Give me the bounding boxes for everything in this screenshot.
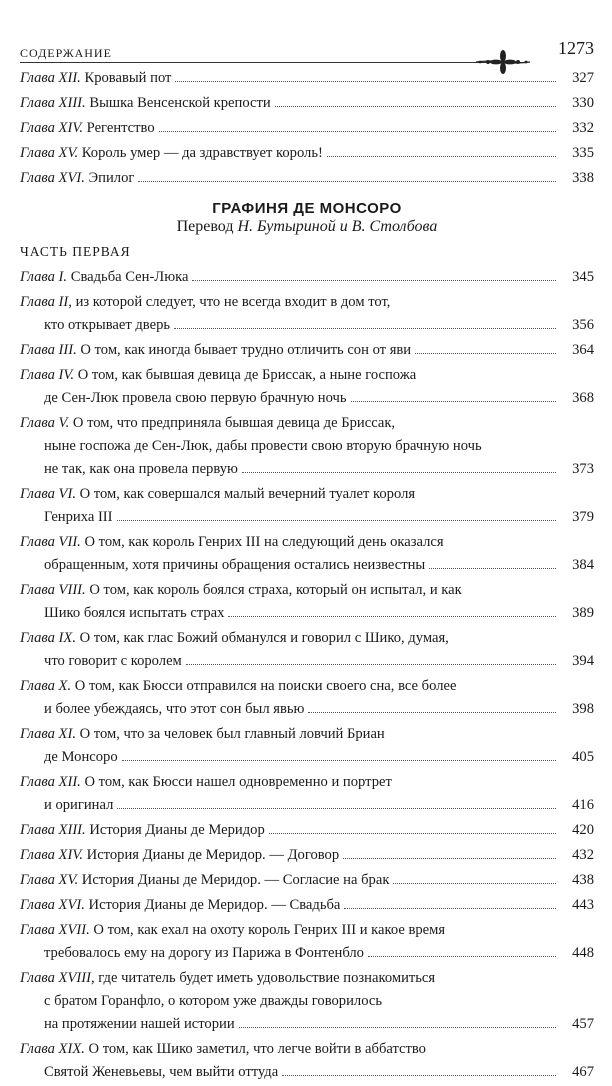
toc-entry-line [20, 67, 594, 90]
chapter-title-text: О том, как иногда бывает трудно отличить сон от яви [76, 342, 412, 358]
dot-leader [368, 956, 556, 957]
chapter-title-text: О том, как ехал на охоту король Генрих III и какое время [89, 922, 446, 938]
chapter-title-text: Эпилог [84, 170, 135, 186]
dot-leader [239, 1027, 556, 1028]
page-ref: 389 [572, 605, 594, 621]
chapter-label: Глава XII. [20, 774, 81, 790]
chapter-label: Глава VIII. [20, 582, 86, 598]
toc-entry [20, 723, 594, 769]
chapter-title-text: Свадьба Сен-Люка [67, 269, 189, 285]
page-ref: 335 [572, 145, 594, 161]
page-ref: 457 [572, 1016, 594, 1032]
chapter-title-text: Регентство [83, 120, 155, 136]
dot-leader [344, 908, 556, 909]
chapter-label: Глава IX. [20, 630, 76, 646]
chapter-label: Глава XVI. [20, 897, 85, 913]
chapter-label: Глава XII. [20, 70, 81, 86]
chapter-title-text: История Дианы де Меридор. — Договор [83, 847, 340, 863]
dot-leader [192, 280, 556, 281]
section-title: ГРАФИНЯ ДЕ МОНСОРО [212, 200, 402, 217]
dot-leader [393, 883, 556, 884]
chapter-title-text: История Дианы де Меридор. — Согласие на брак [78, 872, 390, 888]
toc-entry-line [20, 1061, 594, 1084]
chapter-label: Глава XIII. [20, 822, 86, 838]
chapter-title-text: и более убеждаясь, что этот сон был явью [44, 701, 305, 717]
toc-entry [20, 142, 594, 165]
toc-entry-line [20, 142, 594, 165]
page-ref: 432 [572, 847, 594, 863]
page-ref: 416 [572, 797, 594, 813]
dot-leader [429, 568, 556, 569]
toc-entry-line [20, 483, 594, 506]
page-ref: 368 [572, 390, 594, 406]
chapter-label: Глава XI. [20, 726, 76, 742]
chapter-label: Глава XIII. [20, 95, 86, 111]
page-ref: 345 [572, 269, 594, 285]
chapter-title-text: О том, что за человек был главный ловчий Бриан [75, 726, 385, 742]
toc-entry-line [20, 990, 594, 1013]
dot-leader [228, 616, 556, 617]
page-ref: 332 [572, 120, 594, 136]
toc-entry-line [20, 746, 594, 769]
chapter-label: Глава X. [20, 678, 72, 694]
toc-entry-line [20, 506, 594, 529]
toc-entry-line [20, 771, 594, 794]
chapter-title-text: Генриха III [44, 509, 113, 525]
chapter-title-text: где читатель будет иметь удовольствие познакомиться [94, 970, 436, 986]
toc-entry [20, 364, 594, 410]
page-ref: 338 [572, 170, 594, 186]
chapter-title-text: О том, как совершался малый вечерний туалет короля [75, 486, 416, 502]
toc-entry-line [20, 1038, 594, 1061]
chapter-title-text: О том, как король боялся страха, который он испытал, и как [85, 582, 462, 598]
toc-entry-line [20, 819, 594, 842]
chapter-label: Глава XIV. [20, 120, 83, 136]
dot-leader [117, 520, 556, 521]
toc-entry [20, 266, 594, 289]
toc-entry [20, 167, 594, 190]
dot-leader [282, 1075, 556, 1076]
translation-prefix: Перевод [176, 218, 238, 235]
chapter-title-text: и оригинал [44, 797, 114, 813]
dot-leader [159, 131, 556, 132]
toc-entry-line [20, 650, 594, 673]
toc-entry-line [20, 364, 594, 387]
chapter-title-text: Шико боялся испытать страх [44, 605, 225, 621]
chapter-title-text: О том, что предприняла бывшая девица де Бриссак, [69, 415, 396, 431]
running-title: СОДЕРЖАНИЕ [20, 46, 112, 60]
page-ref: 373 [572, 461, 594, 477]
chapter-title-text: Король умер — да здравствует король! [78, 145, 323, 161]
toc-entry [20, 1038, 594, 1084]
chapter-label: Глава XIX. [20, 1041, 85, 1057]
page-ref: 379 [572, 509, 594, 525]
chapter-title-text: с братом Горанфло, о котором уже дважды говорилось [44, 993, 382, 1009]
toc-entry [20, 483, 594, 529]
page-ref: 364 [572, 342, 594, 358]
toc-entry-line [20, 531, 594, 554]
toc-entry [20, 627, 594, 673]
chapter-label: Глава I. [20, 269, 68, 285]
dot-leader [174, 328, 556, 329]
chapter-label: Глава II, [20, 294, 72, 310]
chapter-label: Глава XV. [20, 145, 79, 161]
section-heading [20, 200, 594, 260]
toc-entry [20, 967, 594, 1036]
toc-entry [20, 117, 594, 140]
toc-entry [20, 339, 594, 362]
toc-entry [20, 919, 594, 965]
chapter-title-text: О том, как глас Божий обманулся и говорил с Шико, думая, [75, 630, 449, 646]
toc-entry-line [20, 698, 594, 721]
chapter-title-text: что говорит с королем [44, 653, 182, 669]
toc-entry [20, 675, 594, 721]
toc-entry-line [20, 314, 594, 337]
chapter-title-text: О том, как Бюсси нашел одновременно и портрет [80, 774, 392, 790]
toc-entry-line [20, 627, 594, 650]
toc-entry [20, 291, 594, 337]
toc-list-monsoreau [20, 266, 594, 1086]
toc-entry-line [20, 92, 594, 115]
chapter-title-text: обращенным, хотя причины обращения остались неизвестны [44, 557, 426, 573]
dot-leader [275, 106, 556, 107]
toc-entry-line [20, 602, 594, 625]
chapter-title-text: История Дианы де Меридор [85, 822, 265, 838]
toc-list-previous-novel [20, 67, 594, 192]
dot-leader [269, 833, 556, 834]
toc-entry-line [20, 723, 594, 746]
translation-credit [20, 218, 594, 236]
page-ref: 356 [572, 317, 594, 333]
dot-leader [242, 472, 556, 473]
toc-entry [20, 92, 594, 115]
toc-entry-line [20, 412, 594, 435]
toc-entry [20, 894, 594, 917]
dot-leader [138, 181, 556, 182]
toc-entry [20, 771, 594, 817]
chapter-label: Глава III. [20, 342, 77, 358]
page-ref: 327 [572, 70, 594, 86]
chapter-label: Глава XVII. [20, 922, 90, 938]
chapter-title-text: О том, как король Генрих III на следующий день оказался [80, 534, 444, 550]
toc-entry [20, 579, 594, 625]
chapter-title-text: ныне госпожа де Сен-Люк, дабы провести свою вторую брачную ночь [44, 438, 482, 454]
toc-entry-line [20, 339, 594, 362]
chapter-label: Глава XIV. [20, 847, 83, 863]
chapter-title-text: Вышка Венсенской крепости [85, 95, 271, 111]
toc-entry-line [20, 919, 594, 942]
toc-entry-line [20, 167, 594, 190]
chapter-title-text: не так, как она провела первую [44, 461, 238, 477]
toc-entry [20, 531, 594, 577]
toc-entry-line [20, 458, 594, 481]
chapter-label: Глава IV. [20, 367, 75, 383]
page-ref: 443 [572, 897, 594, 913]
page-ref: 398 [572, 701, 594, 717]
toc-entry-line [20, 387, 594, 410]
chapter-title-text: де Сен-Люк провела свою первую брачную ночь [44, 390, 347, 406]
chapter-title-text: О том, как Бюсси отправился на поиски своего сна, все более [71, 678, 457, 694]
header-rule [20, 62, 522, 63]
chapter-title-text: требовалось ему на дорогу из Парижа в Фонтенбло [44, 945, 364, 961]
page-ref: 394 [572, 653, 594, 669]
toc-entry-line [20, 291, 594, 314]
toc-entry-line [20, 794, 594, 817]
translators: Н. Бутыриной и В. Столбова [237, 218, 438, 235]
toc-entry-line [20, 266, 594, 289]
toc-entry [20, 844, 594, 867]
dot-leader [122, 760, 556, 761]
dot-leader [327, 156, 556, 157]
chapter-title-text: История Дианы де Меридор. — Свадьба [84, 897, 341, 913]
chapter-title-text: де Монсоро [44, 749, 118, 765]
chapter-label: Глава V. [20, 415, 70, 431]
chapter-label: Глава XVIII, [20, 970, 95, 986]
toc-entry-line [20, 117, 594, 140]
dot-leader [415, 353, 556, 354]
dot-leader [117, 808, 556, 809]
toc-entry-line [20, 942, 594, 965]
toc-entry [20, 412, 594, 481]
chapter-title-text: на протяжении нашей истории [44, 1016, 235, 1032]
toc-entry-line [20, 675, 594, 698]
chapter-title-text: О том, как бывшая девица де Бриссак, а ныне госпожа [74, 367, 417, 383]
dot-leader [343, 858, 556, 859]
dot-leader [308, 712, 556, 713]
toc-entry [20, 819, 594, 842]
chapter-title-text: Кровавый пот [80, 70, 172, 86]
page-number: 1273 [558, 38, 594, 58]
chapter-title-text: кто открывает дверь [44, 317, 171, 333]
page-ref: 448 [572, 945, 594, 961]
page-header [0, 0, 612, 72]
chapter-label: Глава VI. [20, 486, 76, 502]
toc-entry-line [20, 869, 594, 892]
page-ref: 384 [572, 557, 594, 573]
toc-entry-line [20, 844, 594, 867]
page-ref: 330 [572, 95, 594, 111]
toc-entry-line [20, 1013, 594, 1036]
page-ref: 405 [572, 749, 594, 765]
page-ref: 438 [572, 872, 594, 888]
chapter-title-text: из которой следует, что не всегда входит в дом тот, [71, 294, 391, 310]
chapter-title-text: О том, как Шико заметил, что легче войти в аббатство [84, 1041, 426, 1057]
chapter-label: Глава XVI. [20, 170, 85, 186]
chapter-label: Глава VII. [20, 534, 81, 550]
toc-entry-line [20, 579, 594, 602]
page-ref: 420 [572, 822, 594, 838]
chapter-title-text: Святой Женевьевы, чем выйти оттуда [44, 1064, 279, 1080]
part-heading: ЧАСТЬ ПЕРВАЯ [20, 244, 131, 259]
dot-leader [175, 81, 556, 82]
dot-leader [351, 401, 556, 402]
toc-entry-line [20, 894, 594, 917]
toc-entry [20, 67, 594, 90]
toc-entry-line [20, 554, 594, 577]
toc-entry [20, 869, 594, 892]
toc-entry-line [20, 967, 594, 990]
dot-leader [186, 664, 556, 665]
toc-entry-line [20, 435, 594, 458]
page-ref: 467 [572, 1064, 594, 1080]
chapter-label: Глава XV. [20, 872, 79, 888]
